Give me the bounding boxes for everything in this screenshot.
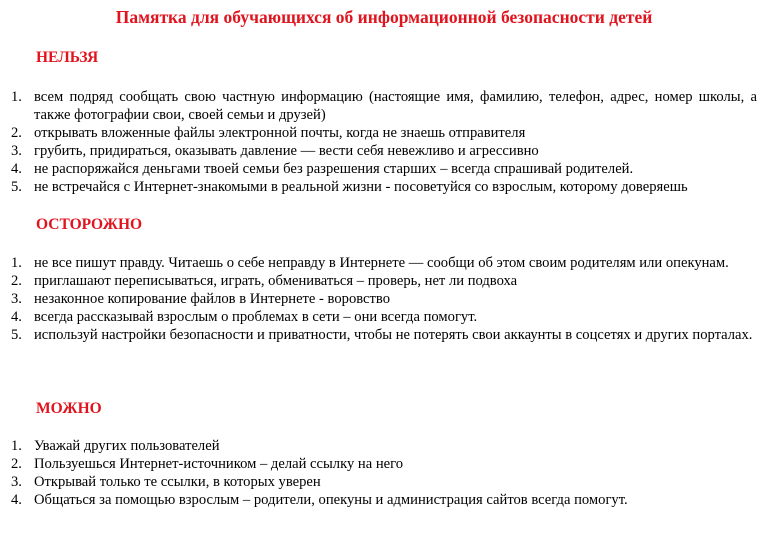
forbidden-list xyxy=(0,88,768,196)
item-text: Открывай только те ссылки, в которых уверен xyxy=(34,474,321,490)
list-item xyxy=(0,326,768,344)
item-text: приглашают переписываться, играть, обмениваться – проверь, нет ли подвоха xyxy=(34,273,518,289)
item-text: всем подряд сообщать свою частную информацию (настоящие имя, фамилию, телефон, адрес, номер школы, а также фотографии свои, своей семьи и друзей) xyxy=(34,89,757,123)
item-number: 4. xyxy=(11,309,22,325)
page-title: Памятка для обучающихся об информационной безопасности детей xyxy=(115,7,653,27)
allowed-list xyxy=(0,437,768,509)
list-item xyxy=(0,272,768,290)
list-item xyxy=(0,124,768,142)
list-item xyxy=(0,178,768,196)
list-item xyxy=(0,308,768,326)
item-number: 5. xyxy=(11,327,22,343)
item-number: 4. xyxy=(11,492,22,508)
item-number: 1. xyxy=(11,438,22,454)
item-number: 2. xyxy=(11,125,22,141)
item-text: Общаться за помощью взрослым – родители, опекуны и администрация сайтов всегда помогут. xyxy=(34,492,628,508)
item-text: грубить, придираться, оказывать давление — вести себя невежливо и агрессивно xyxy=(34,143,539,159)
item-number: 3. xyxy=(11,291,22,307)
list-item xyxy=(0,254,768,272)
item-text: не распоряжайся деньгами твоей семьи без разрешения старших – всегда спрашивай родителей. xyxy=(34,161,634,177)
item-text: незаконное копирование файлов в Интернете - воровство xyxy=(34,291,390,307)
item-text: Уважай других пользователей xyxy=(34,438,220,454)
list-item xyxy=(0,491,768,509)
item-number: 3. xyxy=(11,474,22,490)
item-text: не все пишут правду. Читаешь о себе неправду в Интернете — сообщи об этом своим родителям или опекунам. xyxy=(34,255,729,271)
item-text: Пользуешься Интернет-источником – делай ссылку на него xyxy=(34,456,404,472)
item-number: 5. xyxy=(11,179,22,195)
caution-list xyxy=(0,254,768,344)
item-number: 3. xyxy=(11,143,22,159)
list-item xyxy=(0,290,768,308)
item-number: 1. xyxy=(11,89,22,105)
item-number: 2. xyxy=(11,273,22,289)
section-heading-caution: ОСТОРОЖНО xyxy=(36,216,143,233)
item-number: 4. xyxy=(11,161,22,177)
list-item xyxy=(0,437,768,455)
list-item xyxy=(0,455,768,473)
list-item xyxy=(0,473,768,491)
list-item xyxy=(0,88,768,124)
item-text: используй настройки безопасности и приватности, чтобы не потерять свои аккаунты в соцсетях и других порталах. xyxy=(34,327,753,343)
section-heading-forbidden: НЕЛЬЗЯ xyxy=(36,49,99,66)
section-heading-allowed: МОЖНО xyxy=(36,400,102,417)
item-number: 1. xyxy=(11,255,22,271)
list-item xyxy=(0,142,768,160)
item-text: не встречайся с Интернет-знакомыми в реальной жизни - посоветуйся со взрослым, которому доверяешь xyxy=(34,179,688,195)
list-item xyxy=(0,160,768,178)
item-text: открывать вложенные файлы электронной почты, когда не знаешь отправителя xyxy=(34,125,526,141)
item-text: всегда рассказывай взрослым о проблемах в сети – они всегда помогут. xyxy=(34,309,478,325)
item-number: 2. xyxy=(11,456,22,472)
